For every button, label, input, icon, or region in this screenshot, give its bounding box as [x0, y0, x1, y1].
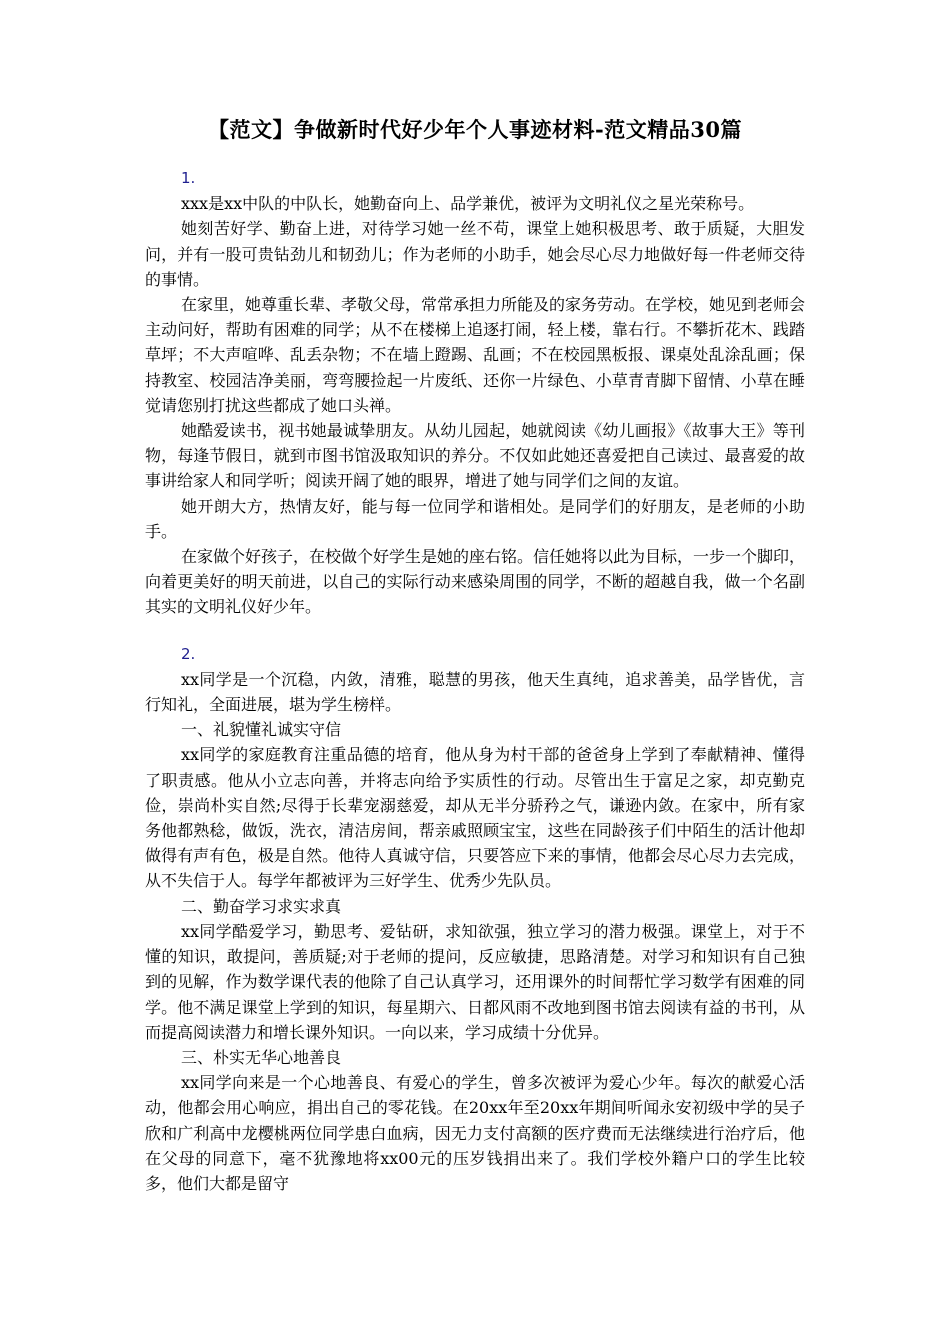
section-number: 2. — [181, 644, 196, 663]
subheading: 三、朴实无华心地善良 — [181, 1047, 342, 1067]
paragraph: 她酷爱读书，视书她最诚挚朋友。从幼儿园起，她就阅读《幼儿画报》《故事大王》等刊物，每逢节假日，就到市图书馆汲取知识的养分。不仅如此她还喜爱把自己读过、最喜爱的故事讲给家人和同学听；阅读开阔了她的眼界，增进了她与同学们之间的友谊。 — [145, 421, 805, 491]
subheading: 二、勤奋学习求实求真 — [181, 896, 342, 916]
paragraph: 她刻苦好学、勤奋上进，对待学习她一丝不苟，课堂上她积极思考、敢于质疑，大胆发问，并有一股可贵钻劲儿和韧劲儿；作为老师的小助手，她会尽心尽力地做好每一件老师交待的事情。 — [145, 219, 805, 289]
paragraph: xx同学酷爱学习，勤思考、爱钻研，求知欲强，独立学习的潜力极强。课堂上，对于不懂的知识，敢提问，善质疑;对于老师的提问，反应敏捷，思路清楚。对学习和知识有自己独到的见解，作为数学课代表的他除了自己认真学习，还用课外的时间帮忙学习数学有困难的同学。他不满足课堂上学到的知识，每星期六、日都风雨不改地到图书馆去阅读有益的书刊，从而提高阅读潜力和增长课外知识。一向以来，学习成绩十分优异。 — [145, 921, 805, 1042]
document-title: 【范文】争做新时代好少年个人事迹材料-范文精品30篇 — [208, 117, 742, 142]
paragraph: xx同学的家庭教育注重品德的培育，他从身为村干部的爸爸身上学到了奉献精神、懂得了职责感。他从小立志向善，并将志向给予实质性的行动。尽管出生于富足之家，却克勤克俭，崇尚朴实自然;尽得于长辈宠溺慈爱，却从无半分骄矜之气，谦逊内敛。在家中，所有家务他都熟稔，做饭，洗衣，清洁房间，帮亲戚照顾宝宝，这些在同龄孩子们中陌生的活计他却做得有声有色，极是自然。他待人真诚守信，只要答应下来的事情，他都会尽心尽力去完成，从不失信于人。每学年都被评为三好学生、优秀少先队员。 — [145, 745, 805, 891]
paragraph: xx同学向来是一个心地善良、有爱心的学生，曾多次被评为爱心少年。每次的献爱心活动，他都会用心响应，捐出自己的零花钱。在20xx年至20xx年期间听闻永安初级中学的吴子欣和广利高中龙樱桃两位同学患白血病，因无力支付高额的医疗费而无法继续进行治疗后，他在父母的同意下，毫不犹豫地将xx00元的压岁钱捐出来了。我们学校外籍户口的学生比较多，他们大都是留守 — [145, 1073, 805, 1193]
section-number: 1. — [181, 169, 196, 187]
paragraph: 她开朗大方，热情友好，能与每一位同学和谐相处。是同学们的好朋友，是老师的小助手。 — [145, 496, 805, 541]
document-body — [145, 166, 805, 1196]
paragraph: 在家做个好孩子，在校做个好学生是她的座右铭。信任她将以此为目标，一步一个脚印，向着更美好的明天前进，以自己的实际行动来感染周围的同学，不断的超越自我，做一个名副其实的文明礼仪好少年。 — [145, 547, 806, 617]
paragraph: xxx是xx中队的中队长，她勤奋向上、品学兼优，被评为文明礼仪之星光荣称号。 — [181, 194, 755, 214]
section-gap — [145, 620, 805, 642]
paragraph: xx同学是一个沉稳，内敛，清雅，聪慧的男孩，他天生真纯，追求善美，品学皆优，言行知礼，全面进展，堪为学生榜样。 — [145, 669, 805, 715]
subheading: 一、礼貌懂礼诚实守信 — [181, 720, 342, 740]
paragraph: 在家里，她尊重长辈、孝敬父母，常常承担力所能及的家务劳动。在学校，她见到老师会主动问好，帮助有困难的同学；从不在楼梯上追逐打闹，轻上楼，靠右行。不攀折花木、践踏草坪；不大声喧哗、乱丢杂物；不在墙上蹬踢、乱画；不在校园黑板报、课桌处乱涂乱画；保持教室、校园洁净美丽，弯弯腰捡起一片废纸、还你一片绿色、小草青青脚下留情、小草在睡觉请您别打扰这些都成了她口头禅。 — [145, 295, 806, 415]
